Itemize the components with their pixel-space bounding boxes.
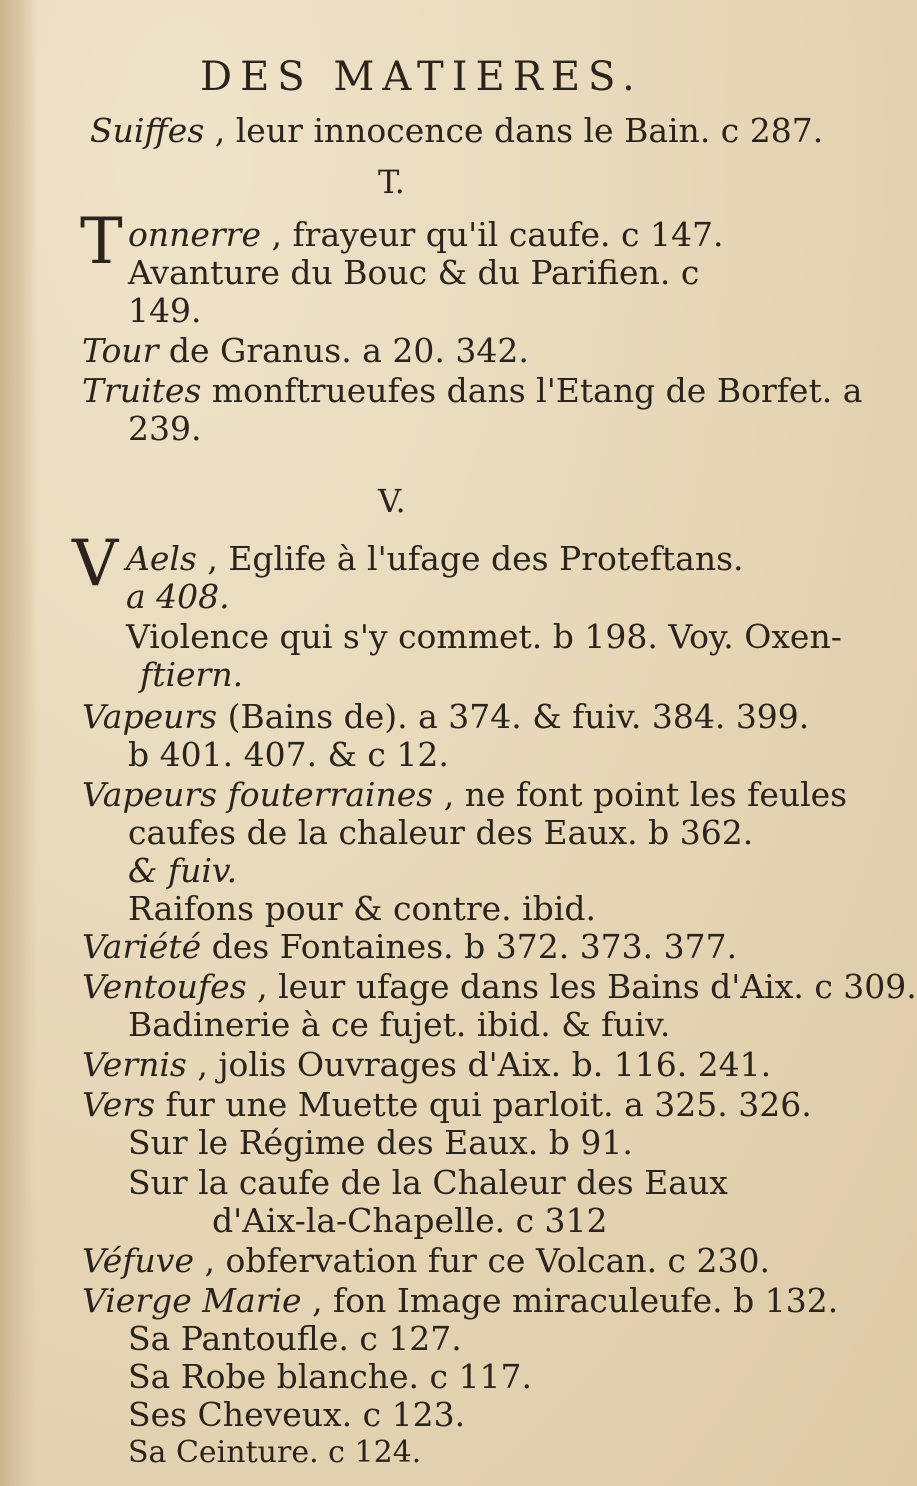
entry-vernis <box>82 1046 771 1084</box>
entry-raisons: Raifons pour & contre. ibid. <box>128 889 596 928</box>
entry-violence-cont: ftiern. <box>140 655 244 694</box>
entry-head: Tour <box>82 331 159 370</box>
entry-vaels-cont: a 408. <box>126 577 230 616</box>
entry-head: Vierge Marie <box>82 1281 302 1320</box>
entry-text: , obfervation fur ce Volcan. c 230. <box>193 1241 771 1280</box>
entry-vesuve <box>82 1242 770 1280</box>
page-edge-shadow <box>0 0 38 1486</box>
entry-text: , frayeur qu'il caufe. c 147. <box>260 215 724 254</box>
entry-vaels <box>126 540 744 578</box>
entry-cheveux: Ses Cheveux. c 123. <box>128 1395 466 1434</box>
entry-text: fur une Muette qui parloit. a 325. 326. <box>155 1085 812 1124</box>
entry-vierge <box>82 1282 838 1320</box>
entry-head: Truites <box>82 371 202 410</box>
entry-truites-cont: 239. <box>128 409 202 448</box>
entry-chaleur: Sur la caufe de la Chaleur des Eaux <box>128 1163 728 1202</box>
entry-vers <box>82 1086 812 1124</box>
entry-robe: Sa Robe blanche. c 117. <box>128 1357 532 1396</box>
entry-badinerie: Badinerie à ce fujet. ibid. & fuiv. <box>128 1005 671 1044</box>
entry-head: Suiffes <box>90 111 205 150</box>
entry-ceinture: Sa Ceinture. c 124. <box>128 1435 422 1470</box>
entry-vapeurs-souterraines-cont: caufes de la chaleur des Eaux. b 362. <box>128 813 754 852</box>
entry-chaleur-cont: d'Aix-la-Chapelle. c 312 <box>212 1201 608 1240</box>
entry-tour <box>82 332 529 370</box>
section-letter-v: V. <box>378 482 406 520</box>
entry-suiffes <box>90 112 823 150</box>
entry-text: (Bains de). a 374. & fuiv. 384. 399. <box>217 697 810 736</box>
entry-vapeurs-souterraines-cont2: & fuiv. <box>128 851 238 890</box>
entry-ventouses <box>82 968 917 1006</box>
entry-vapeurs <box>82 698 809 736</box>
entry-text: , fon Image miraculeufe. b 132. <box>301 1281 839 1320</box>
entry-avanture: Avanture du Bouc & du Parifien. c <box>128 253 700 292</box>
entry-head: Ventoufes <box>82 967 247 1006</box>
entry-head: onnerre <box>128 215 261 254</box>
section-letter-t: T. <box>378 163 405 201</box>
entry-violence: Violence qui s'y commet. b 198. Voy. Oxen- <box>126 617 842 656</box>
entry-text: , Eglife à l'ufage des Proteftans. <box>196 539 744 578</box>
entry-variete <box>82 928 737 966</box>
entry-avanture-cont: 149. <box>128 291 202 330</box>
entry-tonnerre <box>128 216 723 254</box>
drop-cap-v: V <box>72 527 119 601</box>
entry-text: des Fontaines. b 372. 373. 377. <box>201 927 738 966</box>
entry-text: , ne font point les feules <box>433 775 848 814</box>
entry-text: , leur innocence dans le Bain. c 287. <box>204 111 824 150</box>
entry-text: , jolis Ouvrages d'Aix. b. 116. 241. <box>186 1045 772 1084</box>
entry-text: de Granus. a 20. 342. <box>158 331 529 370</box>
running-head: DES MATIERES. <box>200 54 643 100</box>
entry-head: Vapeurs <box>82 697 218 736</box>
entry-text: monftrueufes dans l'Etang de Borfet. a <box>201 371 863 410</box>
entry-head: Vapeurs fouterraines <box>82 775 434 814</box>
entry-regime: Sur le Régime des Eaux. b 91. <box>128 1123 633 1162</box>
entry-vapeurs-souterraines <box>82 776 847 814</box>
entry-text: , leur ufage dans les Bains d'Aix. c 309. <box>246 967 917 1006</box>
entry-vapeurs-cont: b 401. 407. & c 12. <box>128 735 449 774</box>
entry-head: Aels <box>126 539 197 578</box>
entry-pantoufle: Sa Pantoufle. c 127. <box>128 1319 462 1358</box>
entry-head: Véfuve <box>82 1241 194 1280</box>
drop-cap-t: T <box>80 205 123 279</box>
entry-head: Vernis <box>82 1045 187 1084</box>
entry-head: Variété <box>82 927 202 966</box>
entry-head: Vers <box>82 1085 156 1124</box>
entry-truites <box>82 372 862 410</box>
